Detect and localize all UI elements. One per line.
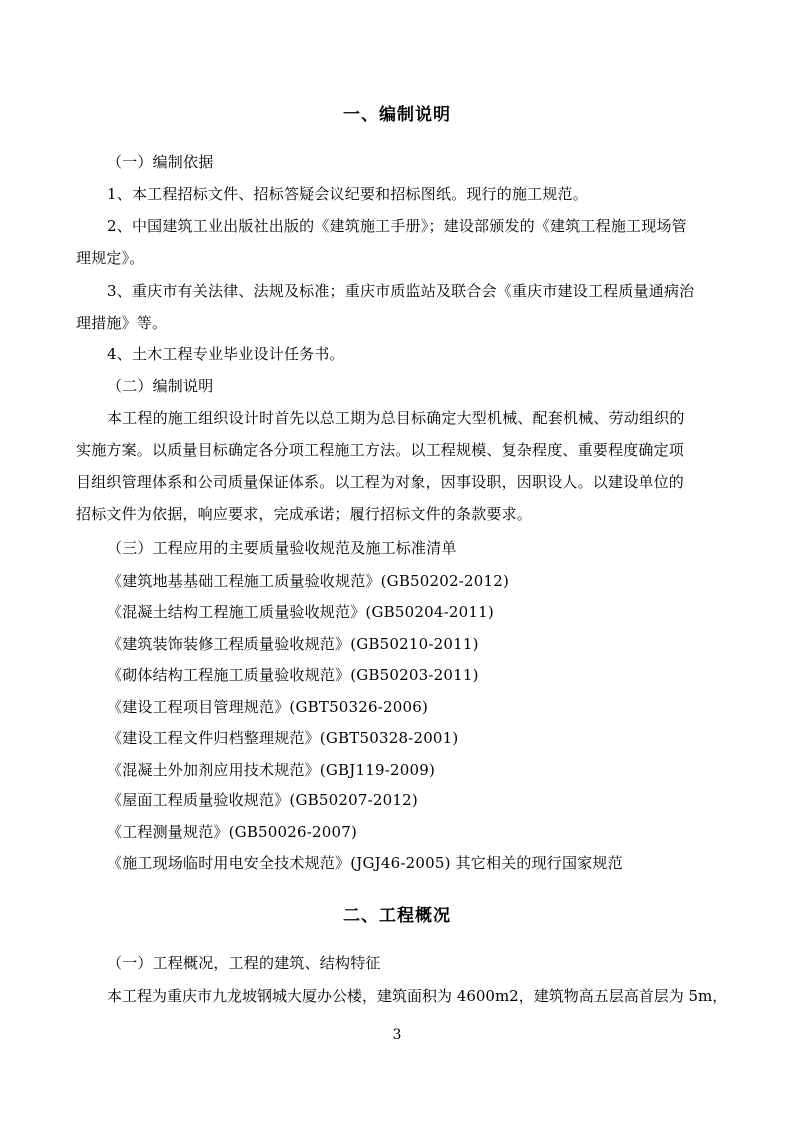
standard-item: 《工程测量规范》(GB50026-2007) — [107, 823, 358, 841]
standard-item: 《建筑装饰装修工程质量验收规范》(GB50210-2011) — [107, 635, 479, 653]
section-heading-2: 二、工程概况 — [343, 906, 451, 926]
paragraph-line: 2、中国建筑工业出版社出版的《建筑施工手册》；建设部颁发的《建筑工程施工现场管 — [107, 217, 687, 235]
paragraph-line: 理措施》等。 — [76, 314, 168, 332]
paragraph-line: 本工程的施工组织设计时首先以总工期为总目标确定大型机械、配套机械、劳动组织的 — [107, 409, 685, 427]
paragraph-line: 3、重庆市有关法律、法规及标准；重庆市质监站及联合会《重庆市建设工程质量通病治 — [107, 282, 695, 300]
subheading-basis: （一）编制依据 — [107, 153, 214, 171]
standard-item: 《屋面工程质量验收规范》(GB50207-2012) — [107, 791, 418, 809]
standard-item: 《建筑地基基础工程施工质量验收规范》(GB50202-2012) — [107, 572, 510, 590]
paragraph-line: 实施方案。以质量目标确定各分项工程施工方法。以工程规模、复杂程度、重要程度确定项 — [76, 441, 685, 459]
standard-item: 《建设工程项目管理规范》(GBT50326-2006) — [107, 698, 429, 716]
standard-item: 《混凝土结构工程施工质量验收规范》(GB50204-2011) — [107, 603, 494, 621]
section-heading-1: 一、编制说明 — [343, 105, 451, 125]
standard-item: 《混凝土外加剂应用技术规范》(GBJ119-2009) — [107, 761, 435, 779]
paragraph-line: 招标文件为依据，响应要求，完成承诺；履行招标文件的条款要求。 — [76, 505, 533, 523]
paragraph-line: 本工程为重庆市九龙坡钢城大厦办公楼，建筑面积为 4600m2，建筑物高五层高首层为 5m， — [107, 987, 728, 1005]
subheading-standards: （三）工程应用的主要质量验收规范及施工标准清单 — [107, 539, 457, 557]
standard-item: 《建设工程文件归档整理规范》(GBT50328-2001) — [107, 729, 459, 747]
paragraph-line: 1、本工程招标文件、招标答疑会议纪要和招标图纸。现行的施工规范。 — [107, 185, 588, 203]
page-number: 3 — [392, 1027, 402, 1043]
paragraph-line: 理规定》。 — [76, 249, 145, 267]
subheading-explanation: （二）编制说明 — [107, 377, 214, 395]
subheading-overview: （一）工程概况，工程的建筑、结构特征 — [107, 954, 381, 972]
paragraph-line: 4、土木工程专业毕业设计任务书。 — [107, 345, 345, 363]
standard-item: 《砌体结构工程施工质量验收规范》(GB50203-2011) — [107, 666, 479, 684]
standard-item: 《施工现场临时用电安全技术规范》(JGJ46-2005) 其它相关的现行国家规范 — [107, 854, 623, 872]
paragraph-line: 目组织管理体系和公司质量保证体系。以工程为对象，因事设职，因职设人。以建设单位的 — [76, 473, 685, 491]
